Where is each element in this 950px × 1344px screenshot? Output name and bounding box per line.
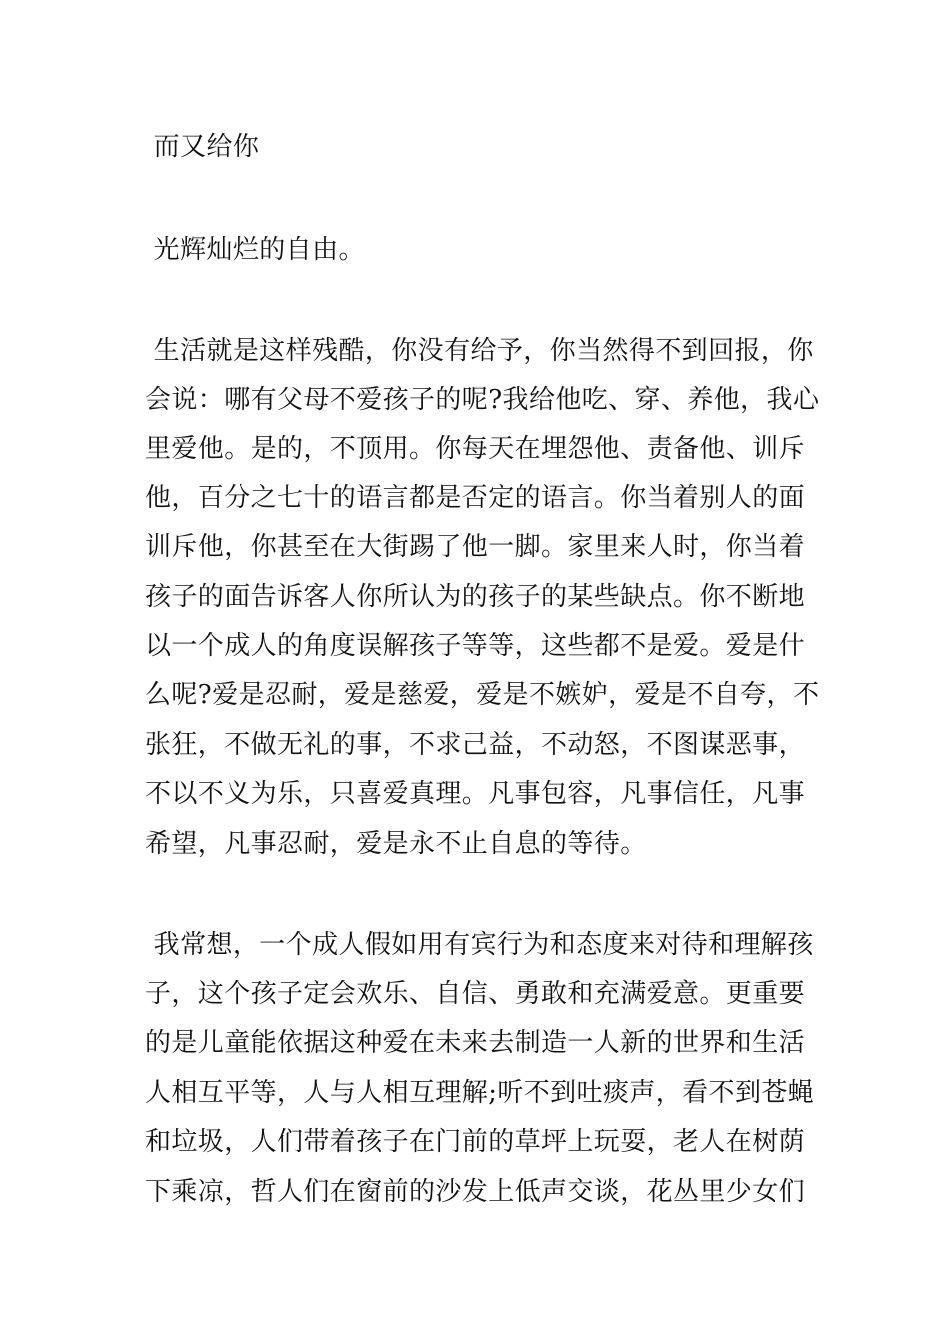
text-line: 孩子的面告诉客人你所认为的孩子的某些缺点。你不断地 <box>145 582 806 612</box>
text-line: 张狂，不做无礼的事，不求己益，不动怒，不图谋恶事， <box>145 730 806 760</box>
text-line: 生活就是这样残酷，你没有给予，你当然得不到回报，你 <box>145 336 814 366</box>
text-line: 光辉灿烂的自由。 <box>145 235 365 265</box>
text-line: 会说：哪有父母不爱孩子的呢?我给他吃、穿、养他，我心 <box>145 385 820 415</box>
text-line: 训斥他，你甚至在大街踢了他一脚。家里来人时，你当着 <box>145 532 806 562</box>
text-line: 下乘凉，哲人们在窗前的沙发上低声交谈，花丛里少女们 <box>145 1177 806 1207</box>
text-line: 的是儿童能依据这种爱在未来去制造一人新的世界和生活 <box>145 1028 806 1058</box>
text-line: 里爱他。是的，不顶用。你每天在埋怨他、责备他、训斥 <box>145 434 806 464</box>
text-line: 以一个成人的角度误解孩子等等，这些都不是爱。爱是什 <box>145 631 806 661</box>
text-line: 和垃圾，人们带着孩子在门前的草坪上玩耍，老人在树荫 <box>145 1127 806 1157</box>
text-line: 而又给你 <box>145 132 260 162</box>
text-line: 他，百分之七十的语言都是否定的语言。你当着别人的面 <box>145 483 806 513</box>
text-line: 不以不义为乐，只喜爱真理。凡事包容，凡事信任，凡事 <box>145 779 806 809</box>
text-line: 人相互平等，人与人相互理解;听不到吐痰声，看不到苍蝇 <box>145 1078 815 1108</box>
text-line: 我常想，一个成人假如用有宾行为和态度来对待和理解孩 <box>145 930 814 960</box>
text-line: 子，这个孩子定会欢乐、自信、勇敢和充满爱意。更重要 <box>145 979 806 1009</box>
text-line: 么呢?爱是忍耐，爱是慈爱，爱是不嫉妒，爱是不自夸，不 <box>145 680 820 710</box>
text-line: 希望，凡事忍耐，爱是永不止自息的等待。 <box>145 829 647 859</box>
